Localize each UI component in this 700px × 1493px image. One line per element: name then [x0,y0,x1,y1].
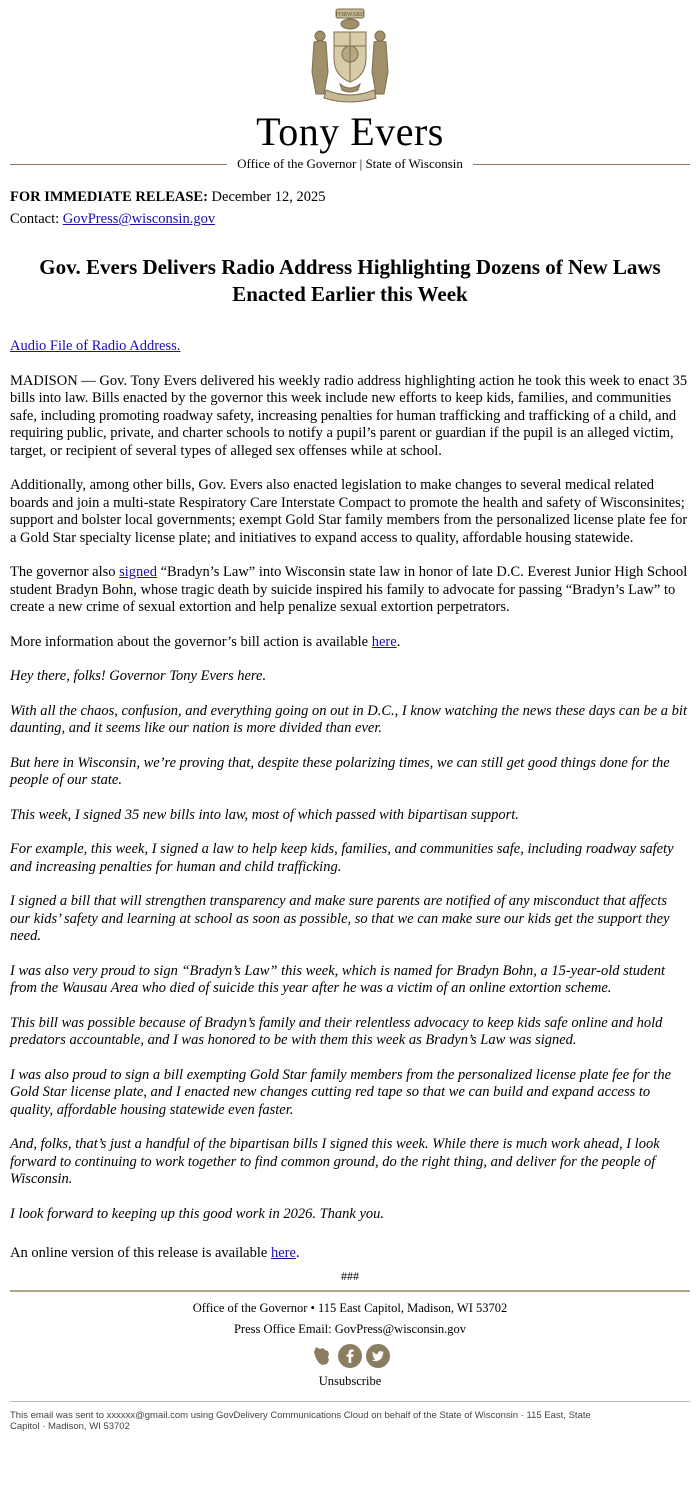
letterhead [0,0,700,172]
footer-address: Office of the Governor • 115 East Capitol, Madison, WI 53702 [192,1300,508,1315]
footer-press-email: Press Office Email: GovPress@wisconsin.gov [233,1321,467,1336]
wisconsin-state-seal-icon [300,6,400,108]
office-title: Office of the Governor | State of Wisconsin [237,156,463,171]
unsubscribe-link[interactable]: Unsubscribe [318,1373,382,1388]
office-line [10,156,690,172]
address-paragraph: I was also very proud to sign “Bradyn’s Law” this week, which is named for Bradyn Bohn, a 15-year-old student from the Wausau Area who died of suicide this year after he was a victim of an online extortion scheme. [10,962,665,996]
footer [0,1298,700,1340]
end-mark: ### [341,1268,359,1283]
address-paragraph: With all the chaos, confusion, and everything going on out in D.C., I know watching the news these days can be a bit daunting, and it seems like our nation is more divided than ever. [10,702,687,736]
address-paragraph: I look forward to keeping up this good work in 2026. Thank you. [10,1205,385,1222]
svg-text:FORWARD: FORWARD [335,12,365,18]
divider [10,164,227,165]
address-paragraph: And, folks, that’s just a handful of the bipartisan bills I signed this week. While there is much work ahead, I look forward to continuing to work together to find common ground, do the right thing, and deliver for the people of Wisconsin. [10,1136,660,1187]
release-date-line [10,186,690,208]
address-paragraph: This week, I signed 35 new bills into law, most of which passed with bipartisan support. [10,806,519,823]
address-paragraph: I was also proud to sign a bill exempting Gold Star family members from the personalized license plate fee for the Gold Star license plate, and I enacted new changes cutting red tape so that we can build and expand access to quality, affordable housing statewide even faster. [10,1066,672,1118]
online-version-link[interactable]: here [270,1245,296,1261]
social-links [0,1344,700,1368]
online-version-line: An online version of this release is available here. [10,1245,300,1261]
paragraph: The governor also signed “Bradyn’s Law” into Wisconsin state law in honor of late D.C. Everest Junior High School student Bradyn Bohn, whose tragic death by suicide inspired his family to advocate for passing “Bradyn’s Law” to create a new crime of sexual extortion and help penalize sexual extortion perpetrators. [10,564,688,615]
governor-name: Tony Evers [256,109,444,154]
footer-divider [10,1290,690,1292]
paragraph: More information about the governor’s bill action is available here. [10,633,401,650]
release-title: Gov. Evers Delivers Radio Address Highlighting Dozens of New Laws Enacted Earlier this Week [39,255,661,306]
release-meta [0,172,700,230]
signed-link[interactable]: signed [119,564,157,580]
legal-notice: This email was sent to xxxxxx@gmail.com using GovDelivery Communications Cloud on behalf of the State of Wisconsin · 115 East, State Capitol · Madison, WI 53702 [10,1409,591,1432]
contact-label: Contact: [10,211,60,227]
audio-file-link[interactable]: Audio File of Radio Address. [10,338,181,354]
facebook-icon[interactable] [338,1344,362,1368]
release-body [0,338,700,1263]
contact-email-link[interactable]: GovPress@wisconsin.gov [62,211,216,227]
unsubscribe-line [0,1374,700,1389]
twitter-icon[interactable] [366,1344,390,1368]
address-paragraph: Hey there, folks! Governor Tony Evers here. [10,668,267,684]
paragraph: MADISON — Gov. Tony Evers delivered his weekly radio address highlighting action he took this week to enact 35 bills into law. Bills enacted by the governor this week include new efforts to keep kids, families, and communities safe, including promoting roadway safety, increasing penalties for human trafficking and trafficking of a child, and requiring public, private, and charter schools to notify a pupil’s parent or guardian if the pupil is an alleged victim, target, or recipient of several types of alleged sex offenses while at school. [10,372,688,459]
wisconsin-map-icon[interactable] [310,1344,334,1368]
address-paragraph: I signed a bill that will strengthen transparency and make sure parents are notified of any misconduct that affects our kids’ safety and learning at school as soon as possible, so that we can make sure our kids get the support they need. [10,893,670,944]
paragraph: Additionally, among other bills, Gov. Evers also enacted legislation to make changes to several medical related boards and join a multi-state Respiratory Care Interstate Compact to promote the health and safety of Wisconsinites; support and bolster local governments; exempt Gold Star family members from the personalized license plate fee for a Gold Star specialty license plate; and initiatives to expand access to quality, affordable housing statewide. [10,477,688,546]
release-label: FOR IMMEDIATE RELEASE: [10,189,208,205]
address-paragraph: This bill was possible because of Bradyn’s family and their relentless advocacy to keep kids safe online and hold predators accountable, and I was honored to be with them this week as Bradyn’s Law was signed. [10,1014,663,1048]
divider [473,164,690,165]
address-paragraph: But here in Wisconsin, we’re proving that, despite these polarizing times, we can still get good things done for the people of our state. [10,754,670,788]
address-paragraph: For example, this week, I signed a law to help keep kids, families, and communities safe, including roadway safety and increasing penalties for human and child trafficking. [10,841,674,875]
bill-action-link[interactable]: here [371,633,397,650]
contact-line [10,208,690,230]
release-date: December 12, 2025 [211,189,326,205]
